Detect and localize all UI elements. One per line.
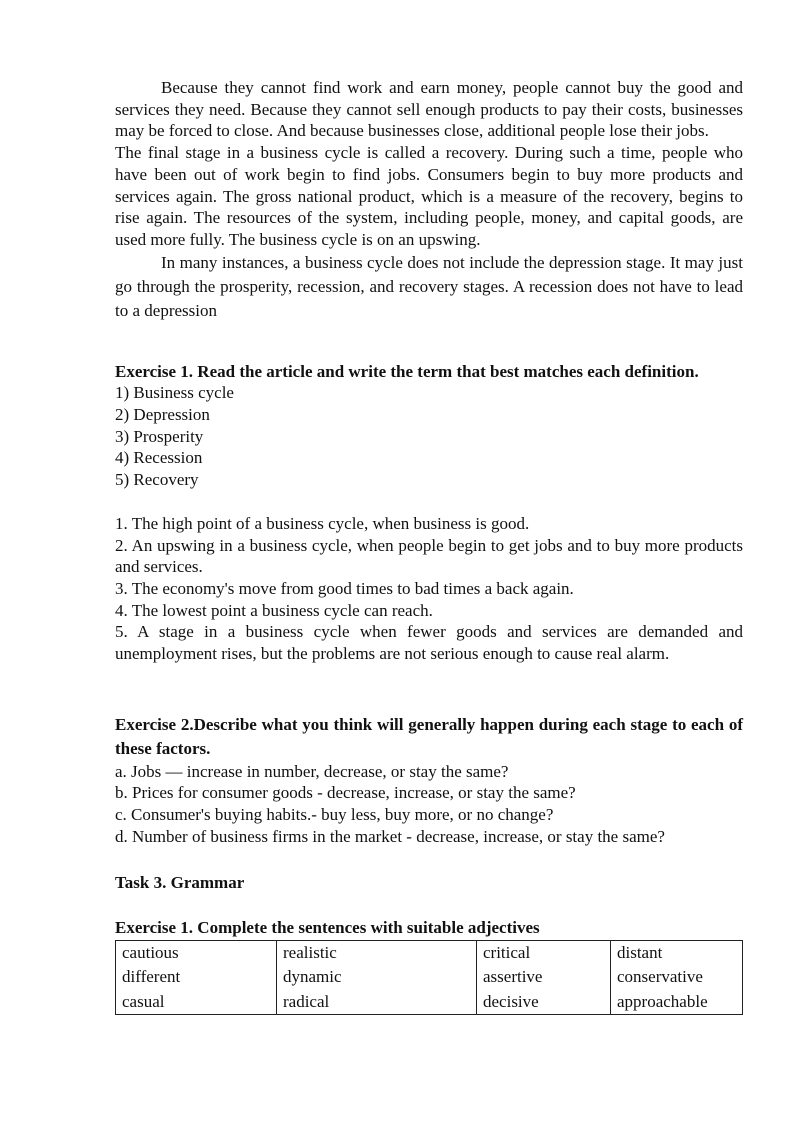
definition-list [115, 513, 743, 665]
adjective: conservative [617, 967, 703, 987]
adjective-column [277, 940, 477, 1015]
reading-paragraph-2: The final stage in a business cycle is called a recovery. During such a time, people who have been out of work begin to find jobs. Consumers begin to buy more products and services again. The gross national product, which is a measure of the recovery, begins to rise again. The resources of the system, including people, money, and capital goods, are used more fully. The business cycle is on an upswing. [115, 143, 743, 249]
adjective: radical [283, 991, 330, 1011]
factor-list [115, 761, 743, 848]
adjective-column [116, 940, 277, 1015]
task3-heading: Task 3. Grammar [115, 872, 245, 892]
definition-item: 4. The lowest point a business cycle can reach. [115, 600, 433, 620]
term-item: 4) Recession [115, 448, 203, 468]
factor-item: c. Consumer's buying habits.- buy less, buy more, or no change? [115, 805, 554, 825]
adjective: approachable [617, 991, 708, 1011]
adjective: cautious [122, 942, 179, 962]
reading-paragraph-1: Because they cannot find work and earn money, people cannot buy the good and services they need. Because they cannot sell enough products to pay their costs, businesses may be forced to close. And because businesses close, additional people lose their jobs. [115, 78, 743, 141]
adjective: critical [483, 942, 531, 962]
factor-item: b. Prices for consumer goods - decrease, increase, or stay the same? [115, 783, 576, 803]
exercise2-heading: Exercise 2.Describe what you think will generally happen during each stage to each of these factors. [115, 714, 743, 758]
spacer [115, 323, 743, 361]
adjective-column [477, 940, 611, 1015]
table-row [116, 940, 743, 1015]
adjective: distant [617, 942, 663, 962]
definition-item: 2. An upswing in a business cycle, when people begin to get jobs and to buy more products and services. [115, 535, 743, 577]
adjective: decisive [483, 991, 539, 1011]
adjective: assertive [483, 967, 543, 987]
factor-item: d. Number of business firms in the market - decrease, increase, or stay the same? [115, 826, 665, 846]
spacer [115, 665, 743, 713]
adjective-column [611, 940, 743, 1015]
definition-item: 5. A stage in a business cycle when fewer goods and services are demanded and unemployment rises, but the problems are not serious enough to cause real alarm. [115, 622, 743, 664]
term-item: 5) Recovery [115, 470, 199, 490]
term-item: 2) Depression [115, 405, 210, 425]
factor-item: a. Jobs — increase in number, decrease, or stay the same? [115, 761, 509, 781]
adjective-table [115, 940, 743, 1016]
spacer [115, 848, 743, 872]
grammar-exercise-heading: Exercise 1. Complete the sentences with suitable adjectives [115, 918, 540, 938]
adjective: realistic [283, 942, 337, 962]
term-item: 3) Prosperity [115, 426, 204, 446]
adjective: different [122, 967, 181, 987]
spacer [115, 491, 743, 513]
exercise1-heading: Exercise 1. Read the article and write the term that best matches each definition. [115, 361, 699, 381]
definition-item: 1. The high point of a business cycle, when business is good. [115, 513, 530, 533]
adjective: casual [122, 991, 165, 1011]
spacer [115, 893, 743, 917]
definition-item: 3. The economy's move from good times to bad times a back again. [115, 578, 574, 598]
term-item: 1) Business cycle [115, 383, 234, 403]
reading-paragraph-3: In many instances, a business cycle does not include the depression stage. It may just go through the prosperity, recession, and recovery stages. A recession does not have to lead to a depression [115, 252, 743, 320]
document-page [115, 77, 743, 1015]
term-list [115, 382, 743, 491]
adjective: dynamic [283, 967, 342, 987]
